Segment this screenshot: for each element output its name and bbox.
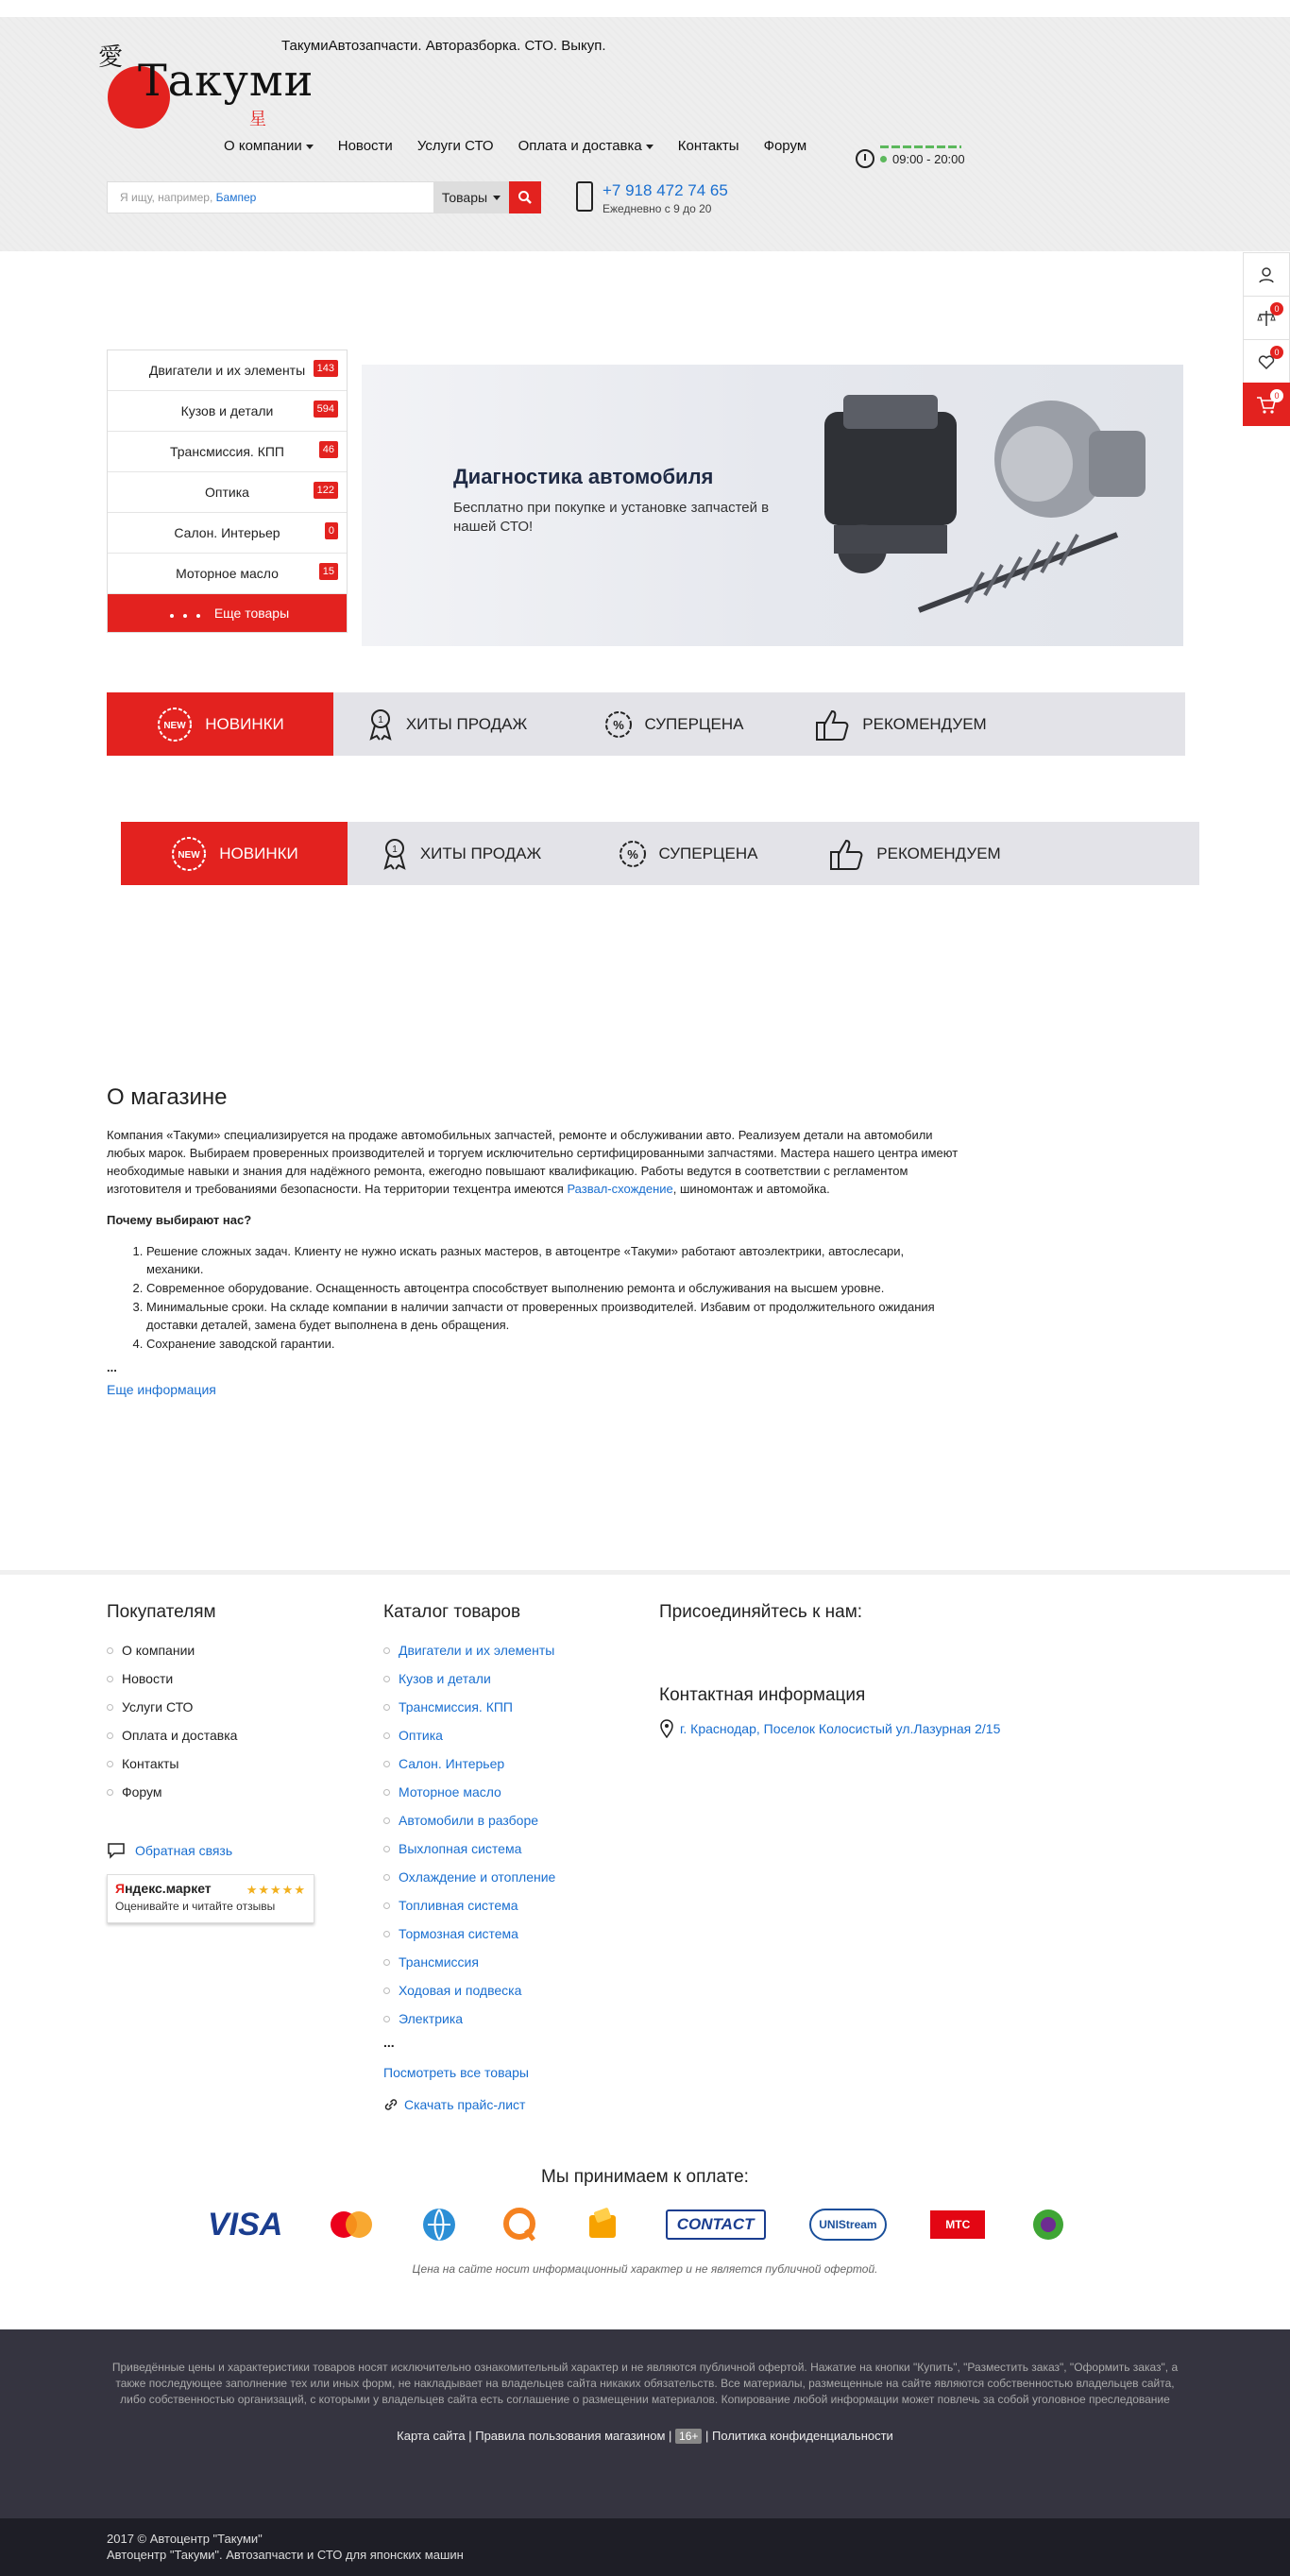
- rating-stars: ★★★★★: [246, 1883, 306, 1897]
- footer-contacts-title: Контактная информация: [659, 1685, 866, 1705]
- working-hours: [856, 149, 965, 168]
- thumbs-up-icon: [813, 706, 851, 743]
- unistream-logo: UNIStream: [809, 2209, 886, 2241]
- list-item: 2. Современное оборудование. Оснащенность автоцентра способствует выполнению ремонта и обслуживания на высшем уровне.: [146, 1279, 961, 1297]
- footer-catalog-link[interactable]: Трансмиссия. КПП: [383, 1693, 555, 1721]
- payment-logos: [208, 2203, 1067, 2246]
- footer-catalog-link[interactable]: Трансмиссия: [383, 1948, 555, 1976]
- svg-text:%: %: [626, 846, 638, 862]
- new-badge-icon: [170, 835, 208, 873]
- about-title: О магазине: [107, 1084, 228, 1110]
- ellipsis: ...: [107, 1360, 117, 1374]
- thumbs-up-icon: [827, 835, 865, 873]
- clock-icon: [856, 149, 874, 168]
- catalog-item[interactable]: Двигатели и их элементы 143: [108, 350, 347, 391]
- footer-social: [659, 1602, 1000, 1738]
- legal-links: Карта сайта | Правила пользования магазином | 16+ | Политика конфиденциальности: [397, 2429, 893, 2443]
- reasons-list: [107, 1242, 961, 1353]
- copyright: 2017 © Автоцентр "Такуми": [107, 2532, 263, 2546]
- tab-recommended[interactable]: РЕКОМЕНДУЕМ: [787, 692, 1013, 756]
- catalog-count: 0: [325, 522, 338, 539]
- catalog-count: 143: [314, 360, 338, 377]
- svg-text:1: 1: [378, 714, 383, 725]
- tagline: Автоцентр "Такуми". Автозапчасти и СТО для японских машин: [107, 2548, 464, 2562]
- footer-join-title: Присоединяйтесь к нам:: [659, 1602, 863, 1622]
- more-info-link[interactable]: Еще информация: [107, 1382, 216, 1397]
- user-icon: [1257, 265, 1276, 284]
- privacy-link[interactable]: Политика конфиденциальности: [712, 2429, 893, 2443]
- search-button[interactable]: [509, 181, 541, 213]
- price-disclaimer: Цена на сайте носит информационный характер и не является публичной офертой.: [412, 2262, 878, 2276]
- nav-forum[interactable]: Форум: [763, 138, 807, 154]
- product-tabs-2: [121, 822, 1199, 885]
- tab-recommended[interactable]: РЕКОМЕНДУЕМ: [801, 822, 1027, 885]
- nav-news[interactable]: Новости: [337, 138, 393, 154]
- open-status-dot: [880, 156, 887, 162]
- rules-link[interactable]: Правила пользования магазином: [475, 2429, 666, 2443]
- footer-catalog-title: Каталог товаров: [383, 1602, 521, 1622]
- tab-hits[interactable]: 1 ХИТЫ ПРОДАЖ: [348, 822, 574, 885]
- footer-catalog-link[interactable]: Двигатели и их элементы: [383, 1636, 555, 1664]
- feedback-link[interactable]: Обратная связь: [107, 1842, 237, 1859]
- mts-logo: МТС: [930, 2210, 985, 2239]
- about-text: Компания «Такуми» специализируется на продаже автомобильных запчастей, ремонте и обслуживании авто. Реализуем детали на автомобили любых марок. Выбираем проверенных производителей и торгуем исключительно сертифицированными запчастями. Мастера нашего центра имеют необходимые навыки и знания для надёжного ремонта, ежегодно повышают квалификацию. Работы ведутся в соответствии с регламентом изготовителя и требованиями безопасности. На территории техцентра имеются Развал-схождение, шиномонтаж и автомойка.: [107, 1128, 959, 1196]
- svg-text:1: 1: [392, 844, 398, 855]
- catalog-item[interactable]: Салон. Интерьер 0: [108, 513, 347, 554]
- list-item: 3. Минимальные сроки. На складе компании в наличии запчасти от проверенных производителей. Избавим от продолжительного ожидания доставки деталей, замена будет выполнена в день обращения.: [146, 1298, 961, 1334]
- logo-word: Такуми: [138, 55, 314, 106]
- ellipsis: ...: [383, 2035, 395, 2050]
- footer-link[interactable]: О компании: [107, 1636, 237, 1664]
- search-scope-select[interactable]: Товары: [433, 181, 509, 213]
- svg-text:%: %: [612, 717, 624, 732]
- new-badge-icon: [156, 706, 194, 743]
- yandex-market-title: Яндекс.маркет: [115, 1881, 212, 1896]
- footer-link[interactable]: Новости: [107, 1664, 237, 1693]
- favorites-count: 0: [1270, 346, 1283, 359]
- footer-catalog-link[interactable]: Ходовая и подвеска: [383, 1976, 555, 2005]
- catalog-item[interactable]: Трансмиссия. КПП 46: [108, 432, 347, 472]
- nav-payment[interactable]: Оплата и доставка: [518, 138, 653, 154]
- catalog-count: 15: [319, 563, 338, 580]
- hours-text: 09:00 - 20:00: [892, 151, 965, 166]
- compare-count: 0: [1270, 302, 1283, 316]
- qiwi-logo: [501, 2206, 539, 2243]
- phone-block: [576, 181, 728, 215]
- side-catalog: [107, 350, 348, 633]
- hours-bar: [880, 145, 961, 148]
- svg-text:NEW: NEW: [163, 720, 186, 731]
- catalog-more-button[interactable]: Еще товары: [108, 594, 347, 632]
- footer-catalog-link[interactable]: Охлаждение и отопление: [383, 1863, 555, 1891]
- footer-link[interactable]: Контакты: [107, 1749, 237, 1778]
- contact-logo: CONTACT: [666, 2209, 766, 2240]
- right-toolbar: [1243, 252, 1290, 426]
- bottom-bar: [0, 2518, 1290, 2576]
- promo-banner[interactable]: [362, 365, 1183, 646]
- visa-logo: VISA: [208, 2206, 283, 2243]
- catalog-count: 122: [314, 482, 338, 499]
- footer-catalog-link[interactable]: Кузов и детали: [383, 1664, 555, 1693]
- footer-buyers-title: Покупателям: [107, 1602, 216, 1622]
- footer-catalog-link[interactable]: Выхлопная система: [383, 1834, 555, 1863]
- link-icon: [383, 2097, 399, 2112]
- percent-badge-icon: [618, 839, 648, 869]
- webmoney-logo: [420, 2206, 458, 2243]
- search-hint: Я ищу, например, Бампер: [120, 191, 257, 204]
- logo-kanji-top: 愛: [98, 43, 124, 72]
- footer-divider: [0, 1570, 1290, 1575]
- tab-new[interactable]: NEW НОВИНКИ: [107, 692, 333, 756]
- footer-catalog-link[interactable]: Топливная система: [383, 1891, 555, 1919]
- sitemap-link[interactable]: Карта сайта: [397, 2429, 466, 2443]
- nav-contacts[interactable]: Контакты: [677, 138, 739, 154]
- tab-superprice[interactable]: % СУПЕРЦЕНА: [574, 822, 801, 885]
- tab-superprice[interactable]: % СУПЕРЦЕНА: [560, 692, 787, 756]
- footer-link[interactable]: Форум: [107, 1778, 237, 1806]
- search-icon: [518, 190, 533, 205]
- footer-catalog-link[interactable]: Электрика: [383, 2005, 555, 2033]
- catalog-count: 594: [314, 401, 338, 418]
- footer-catalog-link[interactable]: Моторное масло: [383, 1778, 555, 1806]
- wheel-alignment-link[interactable]: Развал-схождение: [567, 1182, 673, 1196]
- compare-button[interactable]: [1243, 296, 1290, 339]
- all-goods-link[interactable]: Посмотреть все товары: [383, 2065, 529, 2080]
- nav-services[interactable]: Услуги СТО: [416, 138, 494, 154]
- list-item: 1. Решение сложных задач. Клиенту не нужно искать разных мастеров, в автоцентре «Такуми» работают автоэлектрики, автослесари, механики.: [146, 1242, 961, 1278]
- phone-hours: Ежедневно с 9 до 20: [603, 202, 712, 215]
- about-section: [107, 1084, 961, 1397]
- search-example-link[interactable]: Бампер: [215, 191, 257, 204]
- tab-hits[interactable]: 1 ХИТЫ ПРОДАЖ: [333, 692, 560, 756]
- address[interactable]: г. Краснодар, Поселок Колосистый ул.Лазурная 2/15: [659, 1719, 1000, 1738]
- legal-text: Приведённые цены и характеристики товаров носят исключительно ознакомительный характер и не являются публичной офертой. Нажатие на кнопки "Купить", "Разместить заказ", "Оформить заказ", а также последующее заполнение тех или иных форм, не накладывает на владельцев сайта никаких обязательств. Все материалы, размещенные на сайте являются собственностью владельцев сайта, либо собственностью организаций, с которыми у владельцев сайта есть соглашение о размещении материалов. Копирование любой информации может повлечь за собой уголовное преследование: [111, 2361, 1179, 2406]
- footer-link[interactable]: Услуги СТО: [107, 1693, 237, 1721]
- top-strip: [0, 0, 1290, 17]
- percent-badge-icon: [603, 709, 634, 740]
- footer-catalog-link[interactable]: Тормозная система: [383, 1919, 555, 1948]
- award-icon: [381, 837, 409, 871]
- account-button[interactable]: [1243, 252, 1290, 296]
- slogan: ТакумиАвтозапчасти. Авторазборка. СТО. Выкуп.: [281, 38, 606, 54]
- engine-image: [806, 384, 1164, 629]
- price-list-link[interactable]: Скачать прайс-лист: [383, 2097, 555, 2112]
- footer-buyers: [107, 1602, 237, 1859]
- phone-icon: [576, 181, 593, 212]
- catalog-item[interactable]: Оптика 122: [108, 472, 347, 513]
- footer-catalog-link[interactable]: Автомобили в разборе: [383, 1806, 555, 1834]
- svg-text:NEW: NEW: [178, 849, 200, 861]
- catalog-item[interactable]: Моторное масло 15: [108, 554, 347, 594]
- footer-catalog-link[interactable]: Оптика: [383, 1721, 555, 1749]
- cart-count: 0: [1270, 389, 1283, 402]
- favorites-button[interactable]: [1243, 339, 1290, 383]
- logo-kanji-bottom: 星: [249, 110, 266, 129]
- search-bar: [107, 181, 541, 213]
- award-icon: [366, 708, 395, 742]
- legal-footer: [0, 2329, 1290, 2518]
- logo[interactable]: [98, 38, 314, 132]
- catalog-count: 46: [319, 441, 338, 458]
- age-badge: 16+: [675, 2429, 702, 2444]
- yandex-market-sub: Оценивайте и читайте отзывы: [115, 1900, 276, 1913]
- mastercard-logo: [327, 2209, 376, 2240]
- tab-new[interactable]: NEW НОВИНКИ: [121, 822, 348, 885]
- header: [0, 0, 1290, 251]
- list-item: 4. Сохранение заводской гарантии.: [146, 1335, 961, 1353]
- nav-about[interactable]: О компании: [224, 138, 314, 154]
- payment-title: Мы принимаем к оплате:: [541, 2167, 749, 2187]
- yandex-money-logo: [584, 2206, 621, 2243]
- banner-title: Диагностика автомобиля: [453, 465, 714, 488]
- phone-number[interactable]: +7 918 472 74 65: [603, 181, 728, 199]
- footer-link[interactable]: Оплата и доставка: [107, 1721, 237, 1749]
- chat-icon: [107, 1842, 126, 1859]
- main-nav: [224, 138, 806, 154]
- why-us-heading: Почему выбирают нас?: [107, 1213, 252, 1227]
- product-tabs-1: [107, 692, 1185, 756]
- rapida-logo: [1029, 2206, 1067, 2243]
- footer-catalog: [383, 1602, 555, 2112]
- cart-button[interactable]: [1243, 383, 1290, 426]
- banner-text: Бесплатно при покупке и установке запчастей в нашей СТО!: [453, 500, 770, 535]
- catalog-item[interactable]: Кузов и детали 594: [108, 391, 347, 432]
- location-pin-icon: [659, 1719, 674, 1738]
- yandex-market-widget[interactable]: [107, 1874, 314, 1923]
- footer-catalog-link[interactable]: Салон. Интерьер: [383, 1749, 555, 1778]
